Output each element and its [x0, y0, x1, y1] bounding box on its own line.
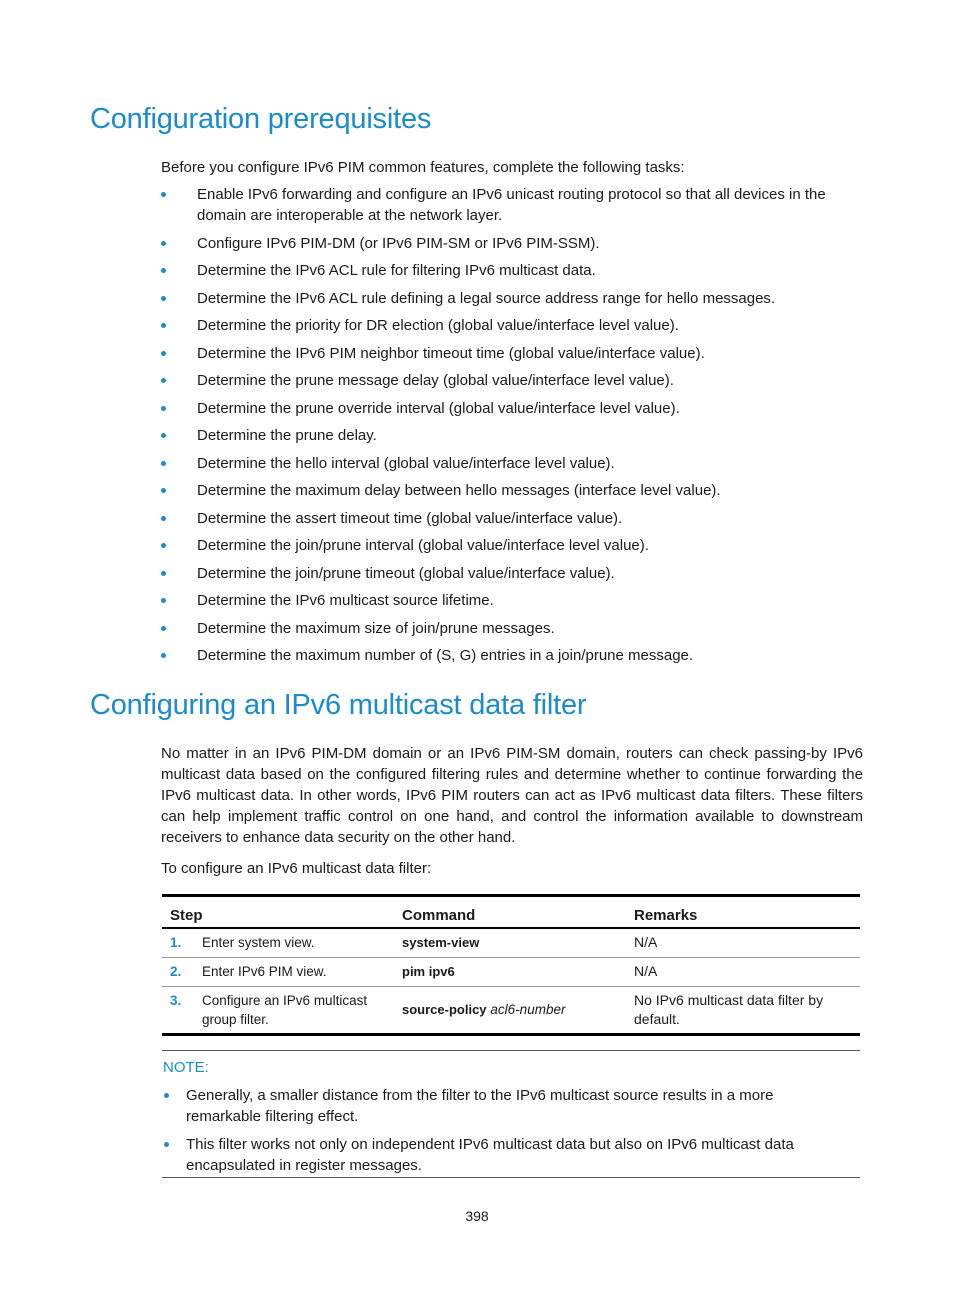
note-label: NOTE:	[163, 1059, 209, 1076]
list-item: This filter works not only on independent IPv6 multicast data but also on IPv6 multicast data encapsulated in register messages.	[162, 1134, 852, 1176]
list-item: Determine the IPv6 ACL rule for filtering IPv6 multicast data.	[161, 260, 863, 281]
step-text: Configure an IPv6 multicast group filter.	[202, 992, 368, 1027]
bullet-icon	[161, 653, 166, 658]
header-remarks: Remarks	[626, 896, 860, 929]
step-text: Enter system view.	[202, 935, 315, 951]
list-item: Enable IPv6 forwarding and configure an IPv6 unicast routing protocol so that all devices in the domain are interoperable at the network layer.	[161, 184, 863, 226]
section-title-data-filter: Configuring an IPv6 multicast data filter	[90, 689, 587, 721]
command-cell	[394, 957, 626, 986]
bullet-icon	[161, 516, 166, 521]
note-box	[162, 1050, 860, 1178]
remarks-cell: N/A	[626, 928, 860, 957]
list-item: Determine the prune override interval (global value/interface level value).	[161, 398, 863, 419]
list-item: Determine the priority for DR election (global value/interface level value).	[161, 315, 863, 336]
bullet-icon	[161, 351, 166, 356]
list-item: Determine the maximum number of (S, G) entries in a join/prune message.	[161, 645, 863, 666]
command-argument: acl6-number	[490, 1002, 566, 1017]
list-item: Determine the hello interval (global value/interface level value).	[161, 453, 863, 474]
command-keyword: system-view	[402, 935, 480, 951]
list-item: Determine the join/prune timeout (global value/interface value).	[161, 563, 863, 584]
step-cell	[162, 928, 394, 957]
bullet-icon	[161, 571, 166, 576]
table-row	[162, 957, 860, 986]
list-item: Determine the join/prune interval (global value/interface level value).	[161, 535, 863, 556]
header-command: Command	[394, 896, 626, 929]
list-item: Determine the maximum delay between hello messages (interface level value).	[161, 480, 863, 501]
bullet-icon	[161, 323, 166, 328]
section-title-prerequisites: Configuration prerequisites	[90, 103, 432, 135]
command-cell	[394, 986, 626, 1034]
table-row	[162, 928, 860, 957]
step-text: Enter IPv6 PIM view.	[202, 964, 327, 979]
remarks-cell: N/A	[626, 957, 860, 986]
header-step: Step	[162, 896, 394, 929]
bullet-icon	[161, 433, 166, 438]
config-steps-table	[162, 894, 860, 1036]
list-item: Determine the IPv6 PIM neighbor timeout time (global value/interface value).	[161, 343, 863, 364]
bullet-icon	[161, 241, 166, 246]
page-number: 398	[465, 1208, 489, 1224]
filter-description: No matter in an IPv6 PIM-DM domain or an IPv6 PIM-SM domain, routers can check passing-by IPv6 multicast data based on the configured filtering rules and determine whether to continue forwarding the IPv6 multicast data. In other words, IPv6 PIM routers can act as IPv6 multicast data filters. These filters can help implement traffic control on one hand, and control the information available to downstream receivers to enhance data security on the other hand.	[161, 745, 863, 846]
step-number: 2.	[170, 964, 182, 979]
bullet-icon	[161, 378, 166, 383]
bullet-icon	[161, 296, 166, 301]
command-keyword: pim ipv6	[402, 964, 455, 979]
bullet-icon	[164, 1142, 169, 1147]
bullet-icon	[161, 461, 166, 466]
bullet-icon	[161, 488, 166, 493]
list-item: Determine the IPv6 ACL rule defining a legal source address range for hello messages.	[161, 288, 863, 309]
table-header-row	[162, 896, 860, 929]
bullet-icon	[164, 1093, 169, 1098]
list-item: Determine the prune message delay (global value/interface level value).	[161, 370, 863, 391]
step-cell	[162, 957, 394, 986]
list-item: Determine the maximum size of join/prune messages.	[161, 618, 863, 639]
step-number: 3.	[170, 992, 182, 1008]
bullet-icon	[161, 626, 166, 631]
step-cell	[162, 986, 394, 1034]
command-keyword: source-policy	[402, 1002, 487, 1017]
bullet-icon	[161, 598, 166, 603]
bullet-icon	[161, 268, 166, 273]
table-row	[162, 986, 860, 1034]
bullet-icon	[161, 192, 166, 197]
list-item: Determine the assert timeout time (global value/interface value).	[161, 508, 863, 529]
list-item: Determine the IPv6 multicast source lifetime.	[161, 590, 863, 611]
command-cell	[394, 928, 626, 957]
remarks-cell: No IPv6 multicast data filter by default.	[626, 986, 860, 1034]
step-number: 1.	[170, 935, 182, 951]
table-intro: To configure an IPv6 multicast data filter:	[161, 860, 432, 877]
list-item: Determine the prune delay.	[161, 425, 863, 446]
bullet-icon	[161, 406, 166, 411]
list-item: Generally, a smaller distance from the filter to the IPv6 multicast source results in a more remarkable filtering effect.	[162, 1085, 852, 1127]
list-item: Configure IPv6 PIM-DM (or IPv6 PIM-SM or IPv6 PIM-SSM).	[161, 233, 863, 254]
bullet-icon	[161, 543, 166, 548]
intro-text: Before you configure IPv6 PIM common features, complete the following tasks:	[161, 159, 685, 176]
